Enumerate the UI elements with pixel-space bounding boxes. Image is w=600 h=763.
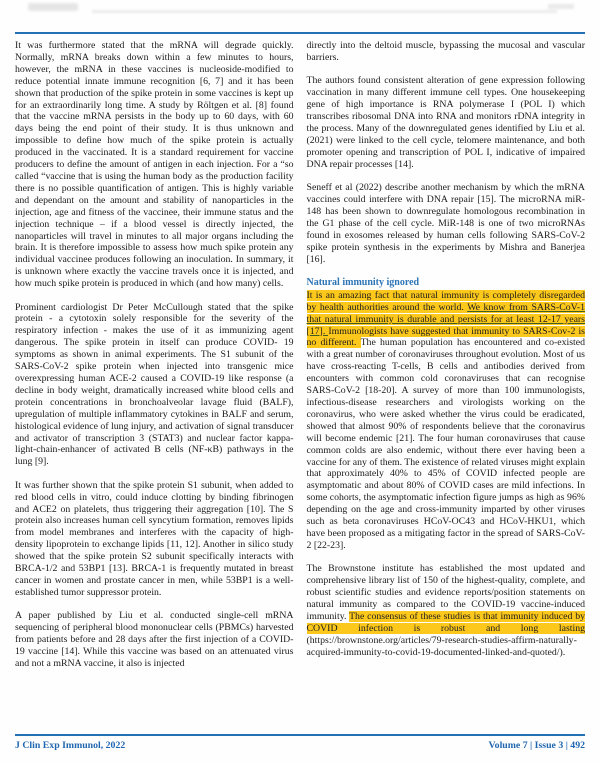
paragraph-gene-expression: The authors found consistent alteration of gene expression following vaccination in many different immune cell types. One housekeeping gene of high importance is RNA polymerase I (POL I) which transcribes ribosomal DNA into RNA and monitors rDNA integrity in the process. Many of the downregulated genes identified by Liu et al. (2021) were linked to the cell cycle, telomere maintenance, and both promoter opening and transcription of POL I, indicative of impaired DNA repair processes [14]. [306,75,585,170]
scan-artifact [28,3,78,11]
footer-journal-name: J Clin Exp Immunol, 2022 [15,740,126,751]
brownstone-url: (https://brownstone.org/articles/79-research-studies-affirm-naturally-acquired-immunity-to-covid-19-documented-linked-and-quoted/). [306,634,577,658]
section-heading-natural-immunity: Natural immunity ignored [306,276,420,288]
paragraph-seneff: Seneff et al (2022) describe another mechanism by which the mRNA vaccines could interfere with DNA repair [15]. The microRNA miR-148 has been shown to downregulate homologous recombination in the G1 phase of the cell cycle. MiR-148 is one of two microRNAs found in exosomes released by human cells following SARS-CoV-2 spike protein synthesis in the experiments by Mishra and Banerjea [16]. [306,182,585,265]
paragraph-mrna-degrade: It was furthermore stated that the mRNA will degrade quickly. Normally, mRNA breaks down within a few minutes to hours, however, the mRNA in these vaccines is nucleoside-modified to reduce potential innate immune recognition [6, 7] and it has been shown that production of the spike protein in some vaccines is kept up for an extraordinarily long time. A study by Röltgen et al. [8] found that the vaccine mRNA persists in the body up to 60 days, with 60 days being the end point of their study. It is thus unknown and impossible to define how much of the spike protein is actually produced in the vaccinated. It is a standard requirement for vaccine producers to define the amount of antigen in each injection. For a “so called “vaccine that is using the human body as the production facility there is no possible quantification of antigen. This is highly variable and dependant on the amount and stability of nanoparticles in the injection, age and fitness of the vaccinee, their immune status and the injection technique – if a blood vessel is directly injected, the nanoparticles will travel in minutes to all major organs including the brain. It is therefore impossible to assess how much spike protein any individual vaccinee produces following an inoculation. In summary, it is unknown where exactly the vaccine travels once it is injected, and how much spike protein is produced in which (and how many) cells. [15,40,294,290]
page-footer [15,734,585,751]
scan-artifact [548,4,574,9]
scan-artifact [92,10,557,13]
paragraph-mccullough: Prominent cardiologist Dr Peter McCullough stated that the spike protein - a cytotoxin solely responsible for the severity of the respiratory infection - makes the use of it as immunizing agent dangerous. The spike protein in itself can produce COVID- 19 symptoms as shown in animal experiments. The S1 subunit of the SARS-CoV-2 spike protein when injected into transgenic mice overexpressing human ACE-2 caused a COVID-19 like response (a decline in body weight, dramatically increased white blood cells and protein concentrations in bronchoalveolar lavage fluid (BALF), upregulation of multiple inflammatory cytokines in BALF and serum, histological evidence of lung injury, and activation of signal transducer and activator of transcription 3 (STAT3) and nuclear factor kappa-light-chain-enhancer of activated B cells (NF-κB) pathways in the lung [9]. [15,301,294,468]
paragraph-text: The Brownstone institute has established the most updated and comprehensive library list of 150 of the highest-quality, complete, and robust scientific studies and evidence reports/position statements on natural immunity as compared to the COVID-19 vaccine-induced immunity. [306,563,585,622]
right-column [307,40,586,729]
highlighted-underlined-text: We know from SARS-CoV-1 that natural immunity is durable and persists for at least 12-17 years [17]. [306,301,585,337]
paragraph-text: The human population has encountered and co-existed with a great number of coronaviruses throughout evolution. Most of us have cross-reacting T-cells, B cells and antibodies derived from encounters with common cold coronaviruses that can recognise SARS-CoV-2 [18-20]. A survey of more than 100 immunologists, infectious-disease researchers and virologists working on the coronavirus, who were asked whether the virus could be eradicated, showed that almost 90% of respondents believe that the coronavirus will become endemic [21]. The four human coronaviruses that cause common colds are also endemic, without there ever having been a vaccine for any of them. The existence of related viruses might explain that approximately 40% to 45% of COVID infected people are asymptomatic and about 80% of COVID cases are mild infections. In some cohorts, the asymptomatic infection figure jumps as high as 96% depending on the age and cross-immunity imparted by other viruses such as beta coronaviruses HCoV-OC43 and HCoV-HKU1, which have been proposed as a mitigating factor in the spread of SARS-CoV-2 [22-23]. [306,337,585,551]
left-column [15,40,294,729]
paragraph-liu-sequencing: A paper published by Liu et al. conducted single-cell mRNA sequencing of peripheral blood mononuclear cells (PBMCs) harvested from patients before and 28 days after the first injection of a COVID-19 vaccine [14]. While this vaccine was based on an attenuated virus and not a mRNA vaccine, it also is injected [15,610,294,669]
highlighted-text: Immunologists have suggested that immunity to SARS-Cov-2 is no different. [306,325,585,349]
top-divider [15,32,585,34]
paragraph-s1-clotting: It was further shown that the spike protein S1 subunit, when added to red blood cells in vitro, could induce clotting by binding fibrinogen and ACE2 on platelets, thus triggering their aggregation [10]. The S protein also increases human cell syncytium formation, removes lipids from model membranes and interferes with the capacity of high-density lipoprotein to exchange lipids [11, 12]. Another in silico study showed that the spike protein S2 subunit specifically interacts with BRCA-1/2 and 53BP1 [13]. BRCA-1 is frequently mutated in breast cancer in women and prostate cancer in men, while 53BP1 is a well-established tumor suppressor protein. [15,479,294,598]
paragraph-deltoid: directly into the deltoid muscle, bypassing the mucosal and vascular barriers. [306,40,585,63]
paragraph-natural-immunity [307,290,586,552]
footer-volume-info: Volume 7 | Issue 3 | 492 [488,740,585,751]
highlighted-text: The consensus of these studies is that immunity induced by COVID infection is robust and long lasting [306,610,585,634]
two-column-body [15,40,585,729]
highlighted-text: It is an amazing fact that natural immunity is completely disregarded by health authorities around the world. [306,289,585,313]
paragraph-brownstone [307,563,586,658]
